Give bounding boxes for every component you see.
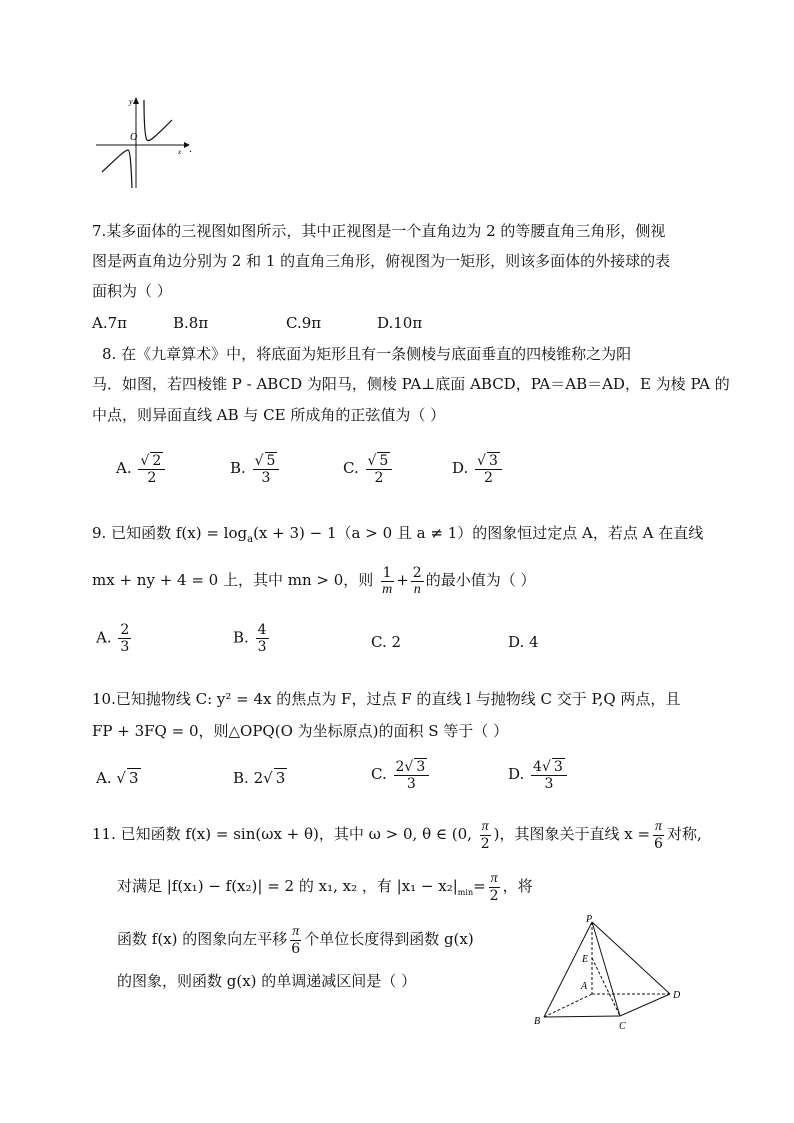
q7-option-d: D.10π (377, 314, 423, 332)
q7-option-c: C.9π (286, 314, 322, 332)
q7-option-a: A.7π (92, 314, 128, 332)
q10-option-b: B. 2√ 3 (233, 769, 286, 787)
q8-option-d: D. $\frac{√ 3}{2}$ (452, 452, 504, 486)
q9-option-c: C. 2 (371, 633, 402, 651)
graph-y-label: y (129, 97, 133, 106)
q8-option-c: C. $\frac{√ 5}{2}$ (343, 452, 394, 486)
pyramid-label-c: C (619, 1021, 626, 1032)
q10-option-c: C. $\frac{2√ 3}{3}$ (371, 758, 431, 792)
q11-line2: 对满足 |f(x₁) − f(x₂)| = 2 的 x₁, x₂ ，有 $|x_1 - x_2|_{min}=$ $\frac{\pi}{2}$ ，将 (117, 870, 533, 904)
q9-option-b: B. $\frac{4}{3}$ (233, 622, 267, 655)
pyramid-label-b: B (534, 1016, 541, 1027)
pyramid-label-a: A (581, 981, 588, 992)
q8-line3: 中点，则异面直线 AB 与 CE 所成角的正弦值为（ ） (92, 406, 446, 424)
q11-line1: 11. 已知函数 f(x) = sin(ωx + θ)，其中 ω > 0, θ ∈ (0, $\frac{\pi}{2}$ )，其图象关于直线 x = $\frac{\pi}{6}$ 对称, (92, 818, 702, 852)
q8-line2: 马．如图，若四棱锥 P - ABCD 为阳马，侧棱 PA⊥底面 ABCD，PA＝AB＝AD，E 为棱 PA 的 (92, 375, 730, 393)
pyramid-label-e: E (582, 954, 589, 965)
q9-option-d: D. 4 (508, 633, 539, 651)
q8-line1: 8. 在《九章算术》中，将底面为矩形且有一条侧棱与底面垂直的四棱锥称之为阳 (102, 345, 632, 363)
q7-line3: 面积为（ ） (92, 282, 172, 300)
q10-option-a: A. √ 3 (96, 769, 139, 787)
q7-line2: 图是两直角边分别为 2 和 1 的直角三角形，俯视图为一矩形，则该多面体的外接球的表 (92, 252, 671, 270)
graph-x-label: x (178, 148, 182, 156)
q8-option-a: A. $\frac{√ 2}{2}$ (116, 452, 167, 486)
q10-option-d: D. $\frac{4√ 3}{3}$ (508, 758, 569, 792)
pyramid-label-d: D (673, 990, 681, 1001)
pyramid-label-p: P (586, 914, 593, 925)
q10-line1: 10.已知抛物线 C: y² = 4x 的焦点为 F，过点 F 的直线 l 与抛物线 C 交于 P,Q 两点，且 (92, 690, 681, 708)
q7-option-b: B.8π (173, 314, 209, 332)
q9-line2: mx + ny + 4 = 0 上，其中 mn > 0，则 $\frac{1}{m}$ + $\frac{2}{n}$ 的最小值为（ ） (92, 564, 536, 597)
q8-option-b: B. $\frac{√ 5}{3}$ (230, 452, 281, 486)
q11-line4: 的图象，则函数 g(x) 的单调递减区间是（ ） (117, 972, 417, 990)
q9-option-a: A. $\frac{2}{3}$ (96, 622, 130, 655)
q11-line3: 函数 f(x) 的图象向左平移 $\frac{\pi}{6}$ 个单位长度得到函数 g(x) (117, 923, 474, 957)
q7-line1: 7.某多面体的三视图如图所示，其中正视图是一个直角边为 2 的等腰直角三角形，侧视 (92, 222, 666, 240)
q10-line2: FP + 3FQ = 0，则△OPQ(O 为坐标原点)的面积 S 等于（ ） (92, 722, 509, 740)
graph-origin-label: O (130, 132, 138, 143)
function-graph-figure (92, 92, 202, 192)
q9-line1: 9. 已知函数 $f(x) = \log_a(x + 3) - 1(a > 0$ 且 a ≠ 1）的图象恒过定点 A，若点 A 在直线 (92, 524, 704, 545)
pyramid-figure (530, 912, 690, 1040)
graph-trailing-dot: . (189, 141, 192, 155)
